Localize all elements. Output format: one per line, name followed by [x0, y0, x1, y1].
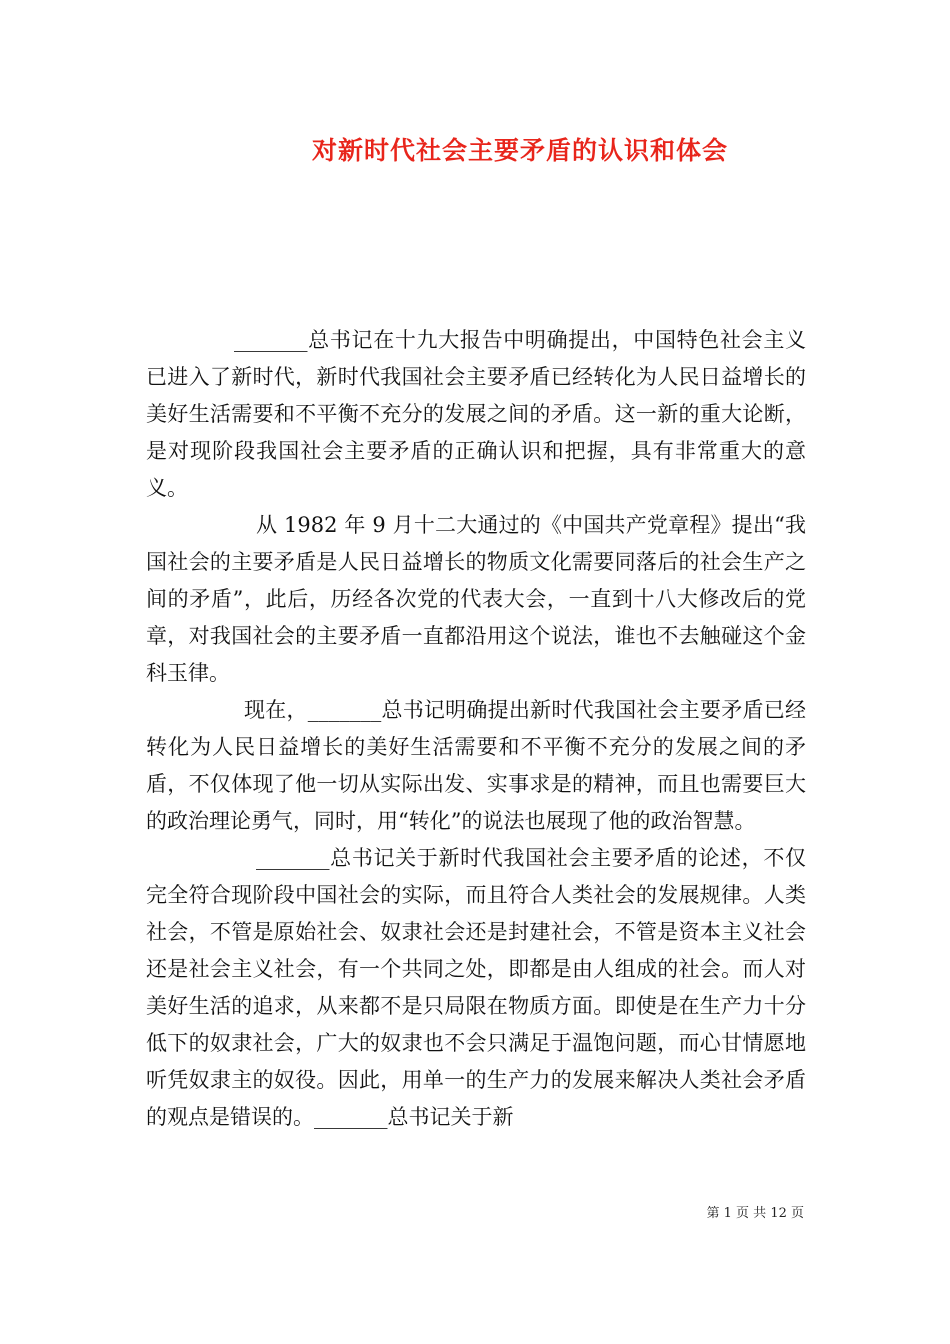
- document-body: [146, 322, 806, 1136]
- paragraph-4: _______总书记关于新时代我国社会主要矛盾的论述，不仅完全符合现阶段中国社会的实际，而且符合人类社会的发展规律。人类社会，不管是原始社会、奴隶社会还是封建社会，不管是资本主义社会还是社会主义社会，有一个共同之处，即都是由人组成的社会。而人对美好生活的追求，从来都不是只局限在物质方面。即使是在生产力十分低下的奴隶社会，广大的奴隶也不会只满足于温饱问题，而心甘情愿地听凭奴隶主的奴役。因此，用单一的生产力的发展来解决人类社会矛盾的观点是错误的。_______总书记关于新: [146, 846, 806, 1129]
- paragraph-2: 从 1982 年 9 月十二大通过的《中国共产党章程》提出“我国社会的主要矛盾是人民日益增长的物质文化需要同落后的社会生产之间的矛盾”，此后，历经各次党的代表大会，一直到十八大修改后的党章，对我国社会的主要矛盾一直都沿用这个说法，谁也不去触碰这个金科玉律。: [146, 513, 806, 685]
- document-title: 对新时代社会主要矛盾的认识和体会: [311, 136, 728, 165]
- page-number: 第 1 页 共 12 页: [706, 1206, 804, 1221]
- paragraph-1: _______总书记在十九大报告中明确提出，中国特色社会主义已进入了新时代，新时代我国社会主要矛盾已经转化为人民日益增长的美好生活需要和不平衡不充分的发展之间的矛盾。这一新的重大论断，是对现阶段我国社会主要矛盾的正确认识和把握，具有非常重大的意义。: [146, 328, 806, 500]
- paragraph-3: 现在，_______总书记明确提出新时代我国社会主要矛盾已经转化为人民日益增长的美好生活需要和不平衡不充分的发展之间的矛盾，不仅体现了他一切从实际出发、实事求是的精神，而且也需要巨大的政治理论勇气，同时，用“转化”的说法也展现了他的政治智慧。: [146, 698, 806, 833]
- page-footer: [707, 1204, 804, 1224]
